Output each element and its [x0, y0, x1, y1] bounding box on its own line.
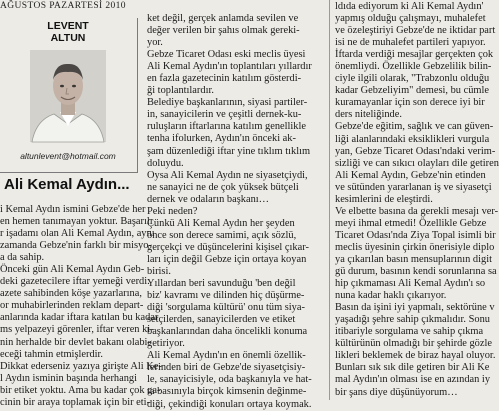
- text-line: liği alanlarındaki eksiklikleri vurgula: [335, 133, 490, 145]
- text-line: tenha ifolurken, Aydın'ın önceki ak-: [147, 133, 296, 145]
- text-line: hip çıkmaması Ali Kemal Aydın'ı so: [335, 278, 486, 290]
- text-line: Basın da işini iyi yapmalı, sektörüne v: [335, 302, 495, 314]
- text-line: deki gazetecilere iftar yemeği verdi.: [0, 276, 150, 288]
- text-line: Peki neden?: [147, 205, 198, 217]
- text-line: meclis üyesinin çirkin önerisiyle diplo: [335, 241, 495, 253]
- column-divider: [137, 18, 138, 173]
- text-line: kültürünün olmadığı bir şehirde gözle: [335, 338, 492, 350]
- text-line: anlarında kadar iftara katılan bu kadar: [0, 312, 159, 324]
- text-line: itibariyle sorgulama ve sahip çıkma: [335, 326, 484, 338]
- text-line: Çünkü Ali Kemal Aydın her şeyden: [147, 217, 295, 229]
- text-line: ne sanayici ne de çok yüksek bütçeli: [147, 181, 299, 193]
- text-line: ruluşların iftarlarına katılım genellikle: [147, 121, 306, 133]
- text-line: önce son derece samimi, açık sözlü,: [147, 229, 297, 241]
- text-line: Ali Kemal Aydın'ın toplantıları yıllardır: [147, 61, 312, 73]
- text-line: l Aydın isminin başında herhangi: [0, 372, 137, 384]
- text-line: ve özeleştiriyi Gebze'de ne iktidar part: [335, 25, 496, 37]
- columnist-photo: [30, 50, 106, 142]
- text-line: Gebze'de eğitim, sağlık ve can güven-: [335, 121, 494, 133]
- text-line: ya çıkarılan basın mensuplarının digit: [335, 253, 492, 265]
- article-headline: Ali Kemal Aydın...: [4, 176, 130, 193]
- text-line: değer verilen bir şahıs olmak gereki-: [147, 25, 300, 37]
- text-line: ket değil, gerçek anlamda sevilen ve: [147, 13, 299, 24]
- text-line: önemliydi. Özellikle Gebzelilik bilin-: [335, 61, 492, 73]
- text-line: Ali Kemal Aydın'ın en önemli özellik-: [147, 350, 306, 362]
- text-line: yor.: [147, 37, 163, 49]
- text-line: Bunları sık sık dile getiren bir Ali Ke: [335, 362, 490, 374]
- text-line: Belediye başkanlarının, siyasi partiler-: [147, 97, 308, 109]
- text-line: mal Aydın'ın olması ise en azından iy: [335, 374, 491, 386]
- text-line: kuramayanlar için son derece iyi bir: [335, 97, 485, 109]
- article-column-3: [335, 1, 499, 400]
- text-line: en hemen tanımayan yoktur. Başarılı: [0, 216, 153, 228]
- text-line: gü durum, basının kendi sorunlarına sa: [335, 266, 497, 278]
- text-line: Ali Kemal Aydın, Gebze'nin etinden: [335, 169, 486, 181]
- columnist-email: altunlevent@hotmail.com: [20, 151, 116, 161]
- text-line: le, sanayicisiyle, oda başkanıyla ve hat-: [147, 374, 312, 386]
- text-line: Dikkat ederseniz yazıya girişte Ali Ke-: [0, 360, 162, 372]
- text-line: bir etiket yoktu. Ama bu kadar çok ga-: [0, 384, 161, 396]
- text-line: or muhabirlerinden reklam depart-: [0, 300, 144, 312]
- text-line: ta basınıyla birçok kimsenin değinme-: [147, 386, 307, 398]
- text-line: isi ne de muhalefet partileri yapıyor.: [335, 37, 486, 49]
- text-line: en fazla gazetecinin katılım gösterdi-: [147, 73, 302, 85]
- text-line: Gebze Ticaret Odası eski meclis üyesi: [147, 49, 306, 61]
- text-line: meyi ihmal etmedi! Özellikle Gebze: [335, 217, 487, 229]
- text-line: İftarda verdiği mesajlar gerçekten çok: [335, 49, 494, 61]
- text-line: Ve elbette basına da gerekli mesajı ver-: [335, 205, 499, 217]
- text-line: diği 'sorgulama kültürü' onu tüm siya-: [147, 302, 305, 314]
- text-line: Yıllardan beri savunduğu 'ben değil: [147, 278, 296, 290]
- text-line: ldıda ediyorum ki Ali Kemal Aydın': [335, 1, 484, 12]
- text-line: birisi.: [147, 265, 171, 277]
- columnist-first-name: LEVENT: [47, 20, 89, 32]
- text-line: şam düzenlediği iftar yine tıklım tıklım: [147, 145, 311, 157]
- text-line: Önceki gün Ali Kemal Aydın Geb-: [0, 264, 145, 276]
- text-line: setçilerden, sanayicilerden ve etiket: [147, 314, 296, 326]
- portrait-image: [30, 50, 106, 142]
- text-line: azete sahibinden köşe yazarlarına,: [0, 288, 142, 300]
- columnist-box: [0, 14, 138, 164]
- text-line: i Kemal Aydın ismini Gebze'de her: [0, 204, 146, 215]
- text-line: r işadamı olan Ali Kemal Aydın, aynı: [0, 228, 155, 240]
- text-line: bir şans diye düşünüyorum…: [335, 386, 458, 398]
- headline-divider: [0, 172, 138, 173]
- text-line: ciyle ilgili olarak, "Trabzonlu olduğu: [335, 73, 490, 85]
- text-line: biz' kavramı ve dilinden hiç düşürme-: [147, 290, 305, 302]
- text-line: likleri beklemek de biraz hayal oluyor.: [335, 350, 496, 362]
- text-line: Ticaret Odası'nda Ziya Topal isimli bir: [335, 229, 496, 241]
- text-line: ms yelpazeyi görenler, iftar veren ki-: [0, 324, 154, 336]
- columnist-last-name: ALTUN: [50, 32, 86, 44]
- article-column-2: [147, 13, 327, 410]
- column-divider: [329, 0, 330, 400]
- text-line: dernek ve odaların başkanı…: [147, 193, 270, 205]
- text-line: yan, Gebze Ticaret Odası'ndaki verim-: [335, 145, 496, 157]
- text-line: nin herhalde bir devlet bakanı olabi-: [0, 336, 151, 348]
- text-line: ve sütünden yararlanan iş ve siyasetçi: [335, 181, 492, 193]
- text-line: ği toplantılardır.: [147, 85, 214, 97]
- text-line: gerçekçi ve düşüncelerini kişisel çıkar-: [147, 241, 309, 253]
- text-line: getiriyor.: [147, 338, 185, 350]
- text-line: a da sahip.: [0, 252, 45, 264]
- text-line: kesimlerini de eleştirdi.: [335, 193, 433, 205]
- text-line: yapmış olduğu çalışmayı, muhalefet: [335, 13, 486, 25]
- text-line: ları için değil Gebze için ortaya koyan: [147, 253, 307, 265]
- text-line: başkanlarından daha öncelikli konuma: [147, 326, 308, 338]
- text-line: kadar Gebzeliyim" demesi, bu cümle: [335, 85, 489, 97]
- text-line: ders niteliğinde.: [335, 109, 402, 121]
- text-line: nuna kadar haklı çıkarıyor.: [335, 290, 447, 302]
- text-line: sizliği ve can sıkıcı olayları dile getiren: [335, 157, 499, 169]
- text-line: diği, çekindiği konuları ortaya koymak.: [147, 398, 312, 410]
- text-line: in, sanayicilerin ve çeşitli dernek-ku-: [147, 109, 302, 121]
- text-line: eceği tahmin etmişlerdir.: [0, 348, 104, 360]
- text-line: zamanda Gebze'nin farklı bir misyo-: [0, 240, 152, 252]
- text-line: cinin bir araya toplamak için bir eti-: [0, 396, 151, 408]
- text-line: Oysa Ali Kemal Aydın ne siyasetçiydi,: [147, 169, 308, 181]
- text-line: doluydu.: [147, 157, 184, 169]
- issue-date: AĞUSTOS PAZARTESİ 2010: [0, 1, 126, 11]
- text-line: yaşadığı şehre sahip çıkmalıdır. Sonu: [335, 314, 490, 326]
- text-line: lerinden biri de Gebze'de siyasetçisiy-: [147, 362, 306, 374]
- columnist-name: [0, 20, 136, 44]
